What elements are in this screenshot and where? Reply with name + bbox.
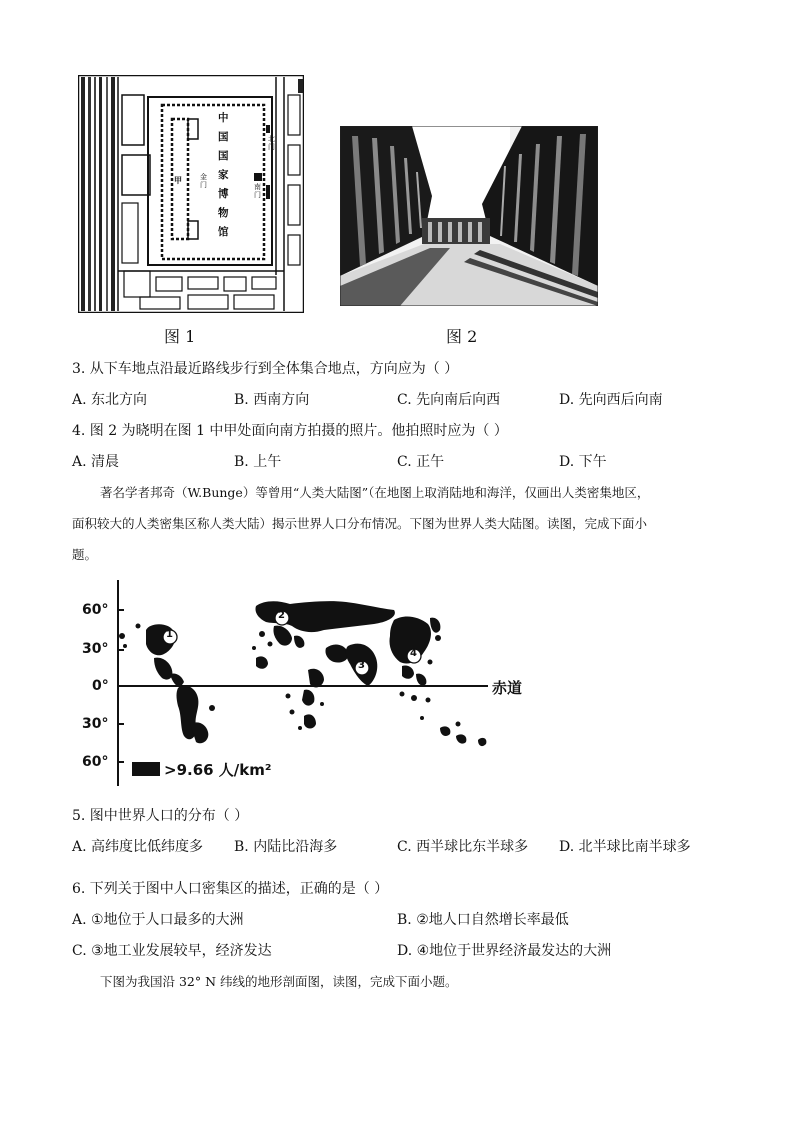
question-5-option-b[interactable]: B. 内陆比沿海多 [234,839,338,855]
point-label-jia: 甲 [174,176,182,185]
world-population-map [78,578,548,788]
question-3-option-d[interactable]: D. 先向西后向南 [559,392,663,408]
map-small-label-2: 北门 [268,135,275,151]
marker-3: 3 [358,660,365,671]
passage-2: 下图为我国沿 32° N 纬线的地形剖面图，读图，完成下面小题。 [100,974,458,989]
question-4-option-b[interactable]: B. 上午 [234,454,282,470]
question-6-option-b[interactable]: B. ②地人口自然增长率最低 [397,912,569,928]
question-6-option-a[interactable]: A. ①地位于人口最多的大洲 [72,912,244,928]
question-5-option-c[interactable]: C. 西半球比东半球多 [397,839,529,855]
question-6-option-d[interactable]: D. ④地位于世界经济最发达的大洲 [397,943,612,959]
marker-4: 4 [410,648,417,659]
figure-2 [340,126,598,306]
question-5-stem: 5. 图中世界人口的分布（ ） [72,808,249,824]
marker-1: 1 [166,629,173,640]
museum-label: 中国国家博物馆 [218,112,229,238]
question-3-option-a[interactable]: A. 东北方向 [72,392,148,408]
legend-text: >9.66 人/km² [164,761,272,779]
passage-1-line-2: 面积较大的人类密集区称人类大陆）揭示世界人口分布情况。下图为世界人类大陆图。读图，完成下面小 [72,516,648,531]
population-map-graphic [78,578,548,788]
question-6-stem: 6. 下列关于图中人口密集区的描述，正确的是（ ） [72,881,389,897]
figure-2-caption: 图 2 [446,327,478,346]
marker-2: 2 [278,610,285,621]
lat-label-30s: 30° [82,716,109,732]
lat-label-30n: 30° [82,641,109,657]
question-4-option-a[interactable]: A. 清晨 [72,454,120,470]
equator-label: 赤道 [492,679,523,697]
question-4-stem: 4. 图 2 为晓明在图 1 中甲处面向南方拍摄的照片。他拍照时应为（ ） [72,423,508,439]
question-3-option-b[interactable]: B. 西南方向 [234,392,310,408]
figure-1 [78,75,304,313]
figure-1-caption: 图 1 [164,327,196,346]
question-3-option-c[interactable]: C. 先向南后向西 [397,392,501,408]
question-4-option-c[interactable]: C. 正午 [397,454,445,470]
passage-1-line-1: 著名学者邦奇（W.Bunge）等曾用“人类大陆图”（在地图上取消陆地和海洋，仅画出人类密集地区， [100,485,650,500]
question-5-option-a[interactable]: A. 高纬度比低纬度多 [72,839,204,855]
lat-label-0: 0° [92,678,109,694]
lat-label-60n: 60° [82,602,109,618]
colonnade-photo [340,126,598,306]
question-3-stem: 3. 从下车地点沿最近路线步行到全体集合地点，方向应为（ ） [72,361,459,377]
passage-1-line-3: 题。 [72,547,98,562]
question-5-option-d[interactable]: D. 北半球比南半球多 [559,839,691,855]
lat-label-60s: 60° [82,754,109,770]
museum-map-graphic [78,75,304,313]
map-small-label-1: 金门 [200,173,207,189]
map-small-label-3: 南门 [254,183,261,199]
question-4-option-d[interactable]: D. 下午 [559,454,607,470]
question-6-option-c[interactable]: C. ③地工业发展较早，经济发达 [72,943,272,959]
